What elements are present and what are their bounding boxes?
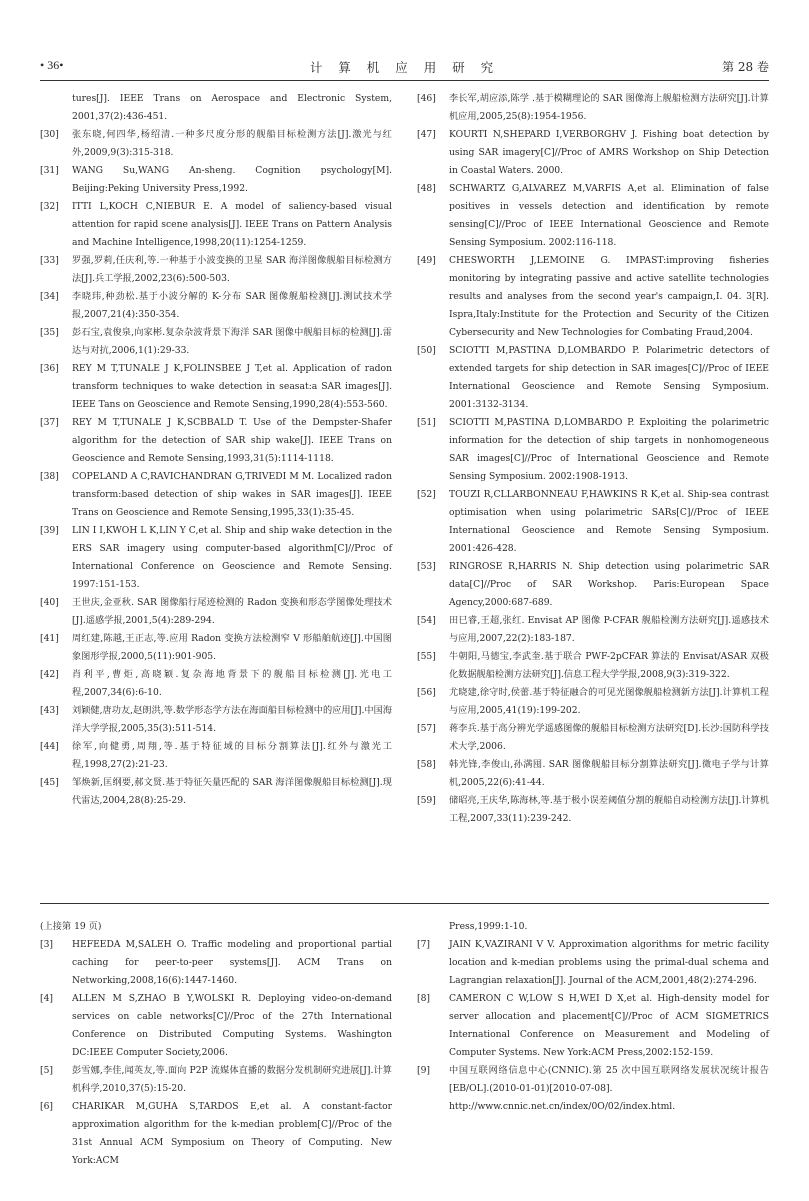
reference-number: [54] [417, 615, 436, 626]
page-number: • 36• [40, 58, 64, 72]
reference-text: SCHWARTZ G,ALVAREZ M,VARFIS A,et al. Elimination of false positives in vessels detection and identification by remote sensing[C]//Proc of IEEE International Geoscience and Remote Sensing Symposium. 2002:116-118. [449, 183, 769, 248]
reference-text: RINGROSE R,HARRIS N. Ship detection using polarimetric SAR data[C]//Proc of SAR Workshop. Paris:European Space Agency,2000:687-689. [449, 561, 769, 608]
reference-number: [47] [417, 129, 436, 140]
reference-text: REY M T,TUNALE J K,SCBBALD T. Use of the Dempster-Shafer algorithm for the detection of SAR ship wake[J]. IEEE Trans on Geoscience and Remote Sensing,1993,31(5):1114-1118. [72, 417, 392, 464]
reference-text: COPELAND A C,RAVICHANDRAN G,TRIVEDI M M. Localized radon transform:based detection of ship wakes in SAR images[J]. IEEE Trans on Geoscience and Remote Sensing,1995,33(1):35-45. [72, 471, 392, 518]
reference-text: 李晓玮,种劲松.基于小波分解的 K-分布 SAR 图像舰船检测[J].测试技术学报,2007,21(4):350-354. [72, 291, 392, 320]
reference-entry [40, 360, 392, 414]
continued-references-left [40, 918, 392, 1170]
references-right-column [417, 90, 769, 828]
reference-entry [417, 486, 769, 558]
reference-text: 邹焕新,匡纲要,郝文贤.基于特征矢量匹配的 SAR 海洋图像舰船目标检测[J].现代雷达,2004,28(8):25-29. [72, 777, 392, 806]
reference-number: [51] [417, 417, 436, 428]
reference-text: HEFEEDA M,SALEH O. Traffic modeling and proportional partial caching for peer-to-peer systems[J]. ACM Trans on Networking,2008,16(6):1447-1460. [72, 939, 392, 986]
reference-number: [3] [40, 939, 54, 950]
reference-number: [37] [40, 417, 59, 428]
reference-entry [40, 774, 392, 810]
reference-text: 罗强,罗莉,任庆利,等.一种基于小波变换的卫星 SAR 海洋图像舰船目标检测方法[J].兵工学报,2002,23(6):500-503. [72, 255, 392, 284]
reference-number: [34] [40, 291, 59, 302]
reference-number: [40] [40, 597, 59, 608]
reference-text: 蒋李兵.基于高分辨光学遥感图像的舰船目标检测方法研究[D].长沙:国防科学技术大学,2006. [449, 723, 769, 752]
header-rule [40, 80, 769, 81]
reference-number: [30] [40, 129, 59, 140]
reference-entry [40, 162, 392, 198]
reference-entry [417, 558, 769, 612]
reference-number: [9] [417, 1065, 431, 1076]
reference-text: CHESWORTH J,LEMOINE G. IMPAST:improving fisheries monitoring by integrating passive and active satellite technologies results and analyses from the second year's campaign,I. 04. 3[R]. Ispra,Italy:Institute for the Protection and Security of the Citizen Cybersecurity and New Technologies for Combating Fraud,2004. [449, 255, 769, 338]
reference-number: [38] [40, 471, 59, 482]
reference-entry [417, 684, 769, 720]
reference-text: Press,1999:1-10. [449, 921, 528, 932]
reference-number: [44] [40, 741, 59, 752]
reference-number: [53] [417, 561, 436, 572]
journal-title: 计 算 机 应 用 研 究 [309, 60, 500, 75]
reference-number: [5] [40, 1065, 54, 1076]
reference-text: 李长军,胡应添,陈学 .基于模糊理论的 SAR 图像海上舰船检测方法研究[J].计算机应用,2005,25(8):1954-1956. [449, 93, 769, 122]
reference-entry [40, 90, 392, 126]
reference-number: [50] [417, 345, 436, 356]
reference-number: [31] [40, 165, 59, 176]
reference-text: 彭雪娜,李佳,闻英友,等.面向 P2P 流媒体直播的数据分发机制研究进展[J].计算机科学,2010,37(5):15-20. [72, 1065, 392, 1094]
reference-entry [417, 612, 769, 648]
reference-text: ITTI L,KOCH C,NIEBUR E. A model of saliency-based visual attention for rapid scene analysis[J]. IEEE Trans on Pattern Analysis and Machine Intelligence,1998,20(11):1254-1259. [72, 201, 392, 248]
reference-entry [40, 126, 392, 162]
reference-number: [42] [40, 669, 59, 680]
reference-text: ALLEN M S,ZHAO B Y,WOLSKI R. Deploying video-on-demand services on cable networks[C]//Proc of the 27th International Conference on Distributed Computing Systems. Washington DC:IEEE Computer Society,2006. [72, 993, 392, 1058]
reference-text: LIN I I,KWOH L K,LIN Y C,et al. Ship and ship wake detection in the ERS SAR imagery using computer-based algorithm[C]//Proc of International Conference on Geoscience and Remote Sensing. 1997:151-153. [72, 525, 392, 590]
reference-entry [40, 990, 392, 1062]
reference-number: [4] [40, 993, 54, 1004]
reference-text: 张东晓,何四华,杨绍清.一种多尺度分形的舰船目标检测方法[J].激光与红外,2009,9(3):315-318. [72, 129, 392, 158]
reference-text: 刘颖健,唐功友,赵朗洪,等.数学形态学方法在海面船目标检测中的应用[J].中国海洋大学学报,2005,35(3):511-514. [72, 705, 392, 734]
reference-number: [59] [417, 795, 436, 806]
reference-entry [417, 342, 769, 414]
reference-text: KOURTI N,SHEPARD I,VERBORGHV J. Fishing boat detection by using SAR imagery[C]//Proc of AMRS Workshop on Ship Detection in Coastal Waters. 2000. [449, 129, 769, 176]
reference-number: [57] [417, 723, 436, 734]
reference-number: [58] [417, 759, 436, 770]
reference-number: [7] [417, 939, 431, 950]
reference-entry [417, 126, 769, 180]
reference-number: [45] [40, 777, 59, 788]
reference-entry [417, 720, 769, 756]
references-left-column [40, 90, 392, 810]
reference-text: 韩光锋,李俊山,孙满囤. SAR 图像舰船目标分割算法研究[J].微电子学与计算机,2005,22(6):41-44. [449, 759, 769, 788]
reference-text: 王世庆,金亚秋. SAR 图像船行尾迹检测的 Radon 变换和形态学图像处理技术[J].遥感学报,2001,5(4):289-294. [72, 597, 392, 626]
reference-entry [417, 990, 769, 1062]
reference-entry [417, 918, 769, 936]
reference-entry [40, 738, 392, 774]
reference-entry [417, 252, 769, 342]
reference-number: [36] [40, 363, 59, 374]
reference-text: CAMERON C W,LOW S H,WEI D X,et al. High-density model for server allocation and placement[C]//Proc of ACM SIGMETRICS International Conference on Measurement and Modeling of Computer Systems. New York:ACM Press,2002:152-159. [449, 993, 769, 1058]
reference-entry [417, 648, 769, 684]
reference-entry [40, 702, 392, 738]
section-divider [40, 903, 769, 904]
reference-entry [417, 936, 769, 990]
reference-entry [40, 252, 392, 288]
reference-number: [32] [40, 201, 59, 212]
reference-text: CHARIKAR M,GUHA S,TARDOS E,et al. A constant-factor approximation algorithm for the k-median problem[C]//Proc of the 31st Annual ACM Symposium on Theory of Computing. New York:ACM [72, 1101, 392, 1166]
reference-number: [48] [417, 183, 436, 194]
reference-entry [40, 594, 392, 630]
reference-text: 彭石宝,袁俊泉,向家彬.复杂杂波背景下海洋 SAR 图像中舰船目标的检测[J].雷达与对抗,2006,1(1):29-33. [72, 327, 392, 356]
reference-number: [49] [417, 255, 436, 266]
reference-entry [40, 666, 392, 702]
reference-text: SCIOTTI M,PASTINA D,LOMBARDO P. Exploiting the polarimetric information for the detection of ship targets in nonhomogeneous SAR images[C]//Proc of International Geoscience and Remote Sensing Symposium. 2002:1908-1913. [449, 417, 769, 482]
reference-text: tures[J]. IEEE Trans on Aerospace and Electronic System, 2001,37(2):436-451. [72, 93, 392, 122]
reference-text: REY M T,TUNALE J K,FOLINSBEE J T,et al. Application of radon transform techniques to wake detection in seasat:a SAR images[J]. IEEE Tans on Geoscience and Remote Sensing,1990,28(4):553-560. [72, 363, 392, 410]
reference-entry [417, 180, 769, 252]
reference-text: SCIOTTI M,PASTINA D,LOMBARDO P. Polarimetric detectors of extended targets for ship detection in SAR images[C]//Proc of IEEE International Geoscience and Remote Sensing Symposium. 2001:3132-3134. [449, 345, 769, 410]
reference-number: [39] [40, 525, 59, 536]
reference-number: [8] [417, 993, 431, 1004]
reference-text: 肖利平,曹炬,高晓颖.复杂海地背景下的舰船目标检测[J].光电工程,2007,34(6):6-10. [72, 669, 392, 698]
reference-text: 储昭亮,王庆华,陈海林,等.基于极小误差阈值分割的舰船自动检测方法[J].计算机工程,2007,33(11):239-242. [449, 795, 769, 824]
reference-number: [56] [417, 687, 436, 698]
reference-entry [40, 630, 392, 666]
reference-entry [40, 198, 392, 252]
reference-text: 田巳睿,王超,张红. Envisat AP 图像 P-CFAR 舰船检测方法研究[J].遥感技术与应用,2007,22(2):183-187. [449, 615, 769, 644]
reference-entry [417, 1062, 769, 1116]
reference-text: JAIN K,VAZIRANI V V. Approximation algorithms for metric facility location and k-median problems using the primal-dual schema and Lagrangian relaxation[J]. Journal of the ACM,2001,48(2):274-296. [449, 939, 769, 986]
reference-entry [417, 414, 769, 486]
reference-entry [417, 90, 769, 126]
reference-number: [33] [40, 255, 59, 266]
reference-entry [417, 756, 769, 792]
reference-entry [40, 324, 392, 360]
reference-text: WANG Su,WANG An-sheng. Cognition psychology[M]. Beijing:Peking University Press,1992. [72, 165, 392, 194]
reference-entry [417, 792, 769, 828]
reference-entry [40, 1062, 392, 1098]
continued-note: (上接第 19 页) [40, 921, 102, 932]
reference-text: 周红建,陈越,王正志,等.应用 Radon 变换方法检测窄 V 形船舶航迹[J].中国图象图形学报,2000,5(11):901-905. [72, 633, 392, 662]
reference-entry [40, 468, 392, 522]
reference-entry [40, 522, 392, 594]
volume-label: 第 28 卷 [722, 60, 769, 74]
reference-text: 牛朝阳,马德宝,李武奎.基于联合 PWF-2pCFAR 算法的 Envisat/ASAR 双极化数据舰船检测方法研究[J].信息工程大学学报,2008,9(3):319-322. [449, 651, 769, 680]
running-header [40, 58, 769, 80]
reference-entry [40, 936, 392, 990]
reference-number: [6] [40, 1101, 54, 1112]
reference-number: [43] [40, 705, 59, 716]
reference-number: [46] [417, 93, 436, 104]
reference-number: [55] [417, 651, 436, 662]
reference-text: 徐军,向健勇,周翔,等.基于特征域的目标分割算法[J].红外与激光工程,1998,27(2):21-23. [72, 741, 392, 770]
journal-page [40, 0, 769, 1201]
reference-entry [40, 1098, 392, 1170]
continued-references-right [417, 918, 769, 1116]
reference-text: TOUZI R,CLLARBONNEAU F,HAWKINS R K,et al. Ship-sea contrast optimisation when using polarimetric SARs[C]//Proc of IEEE International Geoscience and Remote Sensing Symposium. 2001:426-428. [449, 489, 769, 554]
reference-number: [52] [417, 489, 436, 500]
reference-entry [40, 414, 392, 468]
reference-text: 尤晓建,徐守时,侯蕾.基于特征融合的可见光图像舰船检测新方法[J].计算机工程与应用,2005,41(19):199-202. [449, 687, 769, 716]
reference-number: [41] [40, 633, 59, 644]
reference-text: 中国互联网络信息中心(CNNIC).第 25 次中国互联网络发展状况统计报告[EB/OL].(2010-01-01)[2010-07-08]. http://www.cnnic.net.cn/index/0O/02/index.html. [449, 1065, 769, 1112]
reference-entry [40, 288, 392, 324]
reference-number: [35] [40, 327, 59, 338]
